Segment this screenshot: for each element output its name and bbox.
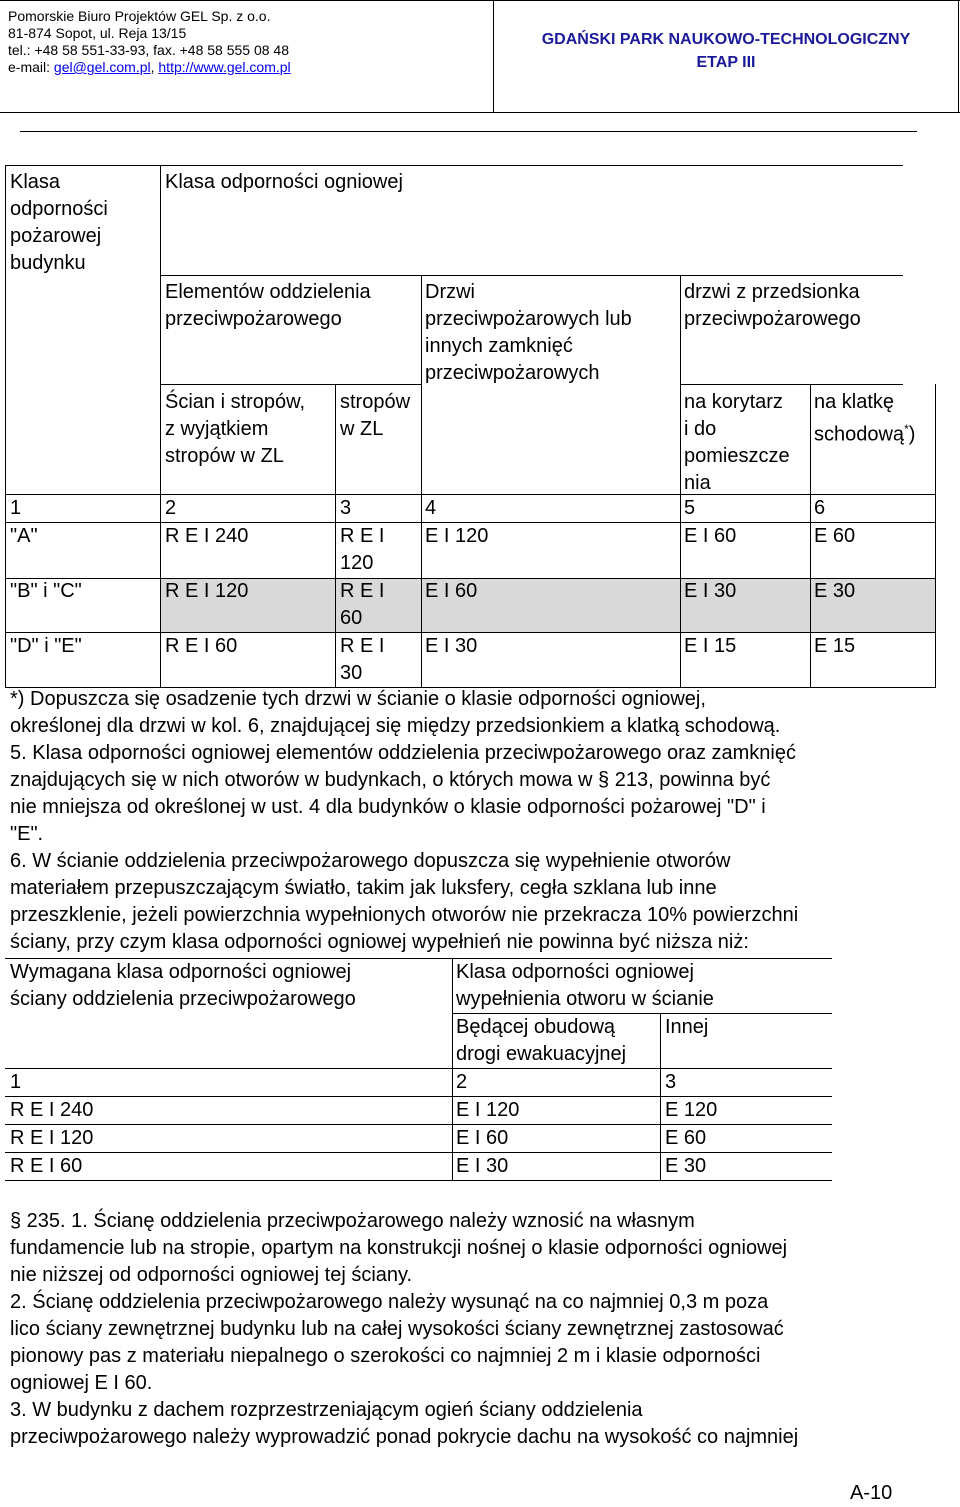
table-cell: E 60	[814, 525, 856, 547]
text-line: nie niższej od odporności ogniowej tej ściany.	[10, 1264, 413, 1286]
header-required-wall-class	[10, 959, 356, 1013]
table-cell: E I 60	[425, 580, 478, 602]
cell-line: R E I	[340, 580, 385, 602]
text-line: *) Dopuszcza się osadzenie tych drzwi w ścianie o klasie odporności ogniowej,	[10, 688, 706, 710]
table-cell: E I 60	[456, 1127, 509, 1149]
table-border-right	[935, 384, 936, 687]
header-line: drzwi z przedsionka	[684, 281, 860, 303]
table-border-top	[5, 165, 903, 166]
header-line: przeciwpożarowego	[165, 308, 342, 330]
header-to-corridor	[684, 389, 790, 497]
column-number: 1	[10, 1071, 22, 1093]
table-rule	[5, 494, 936, 495]
header-line: odporności	[10, 198, 108, 220]
header-line: ściany oddzielenia przeciwpożarowego	[10, 988, 356, 1010]
text-line: ściany, przy czym klasa odporności ogniowej wypełnień nie powinna być niższa niż:	[10, 931, 749, 953]
table-cell: E I 30	[684, 580, 737, 602]
project-title-block	[494, 28, 958, 74]
cell-line: 60	[340, 607, 363, 629]
table-cell	[340, 578, 384, 632]
header-line-text: schodową	[814, 423, 905, 446]
header-line: Wymagana klasa odporności ogniowej	[10, 961, 352, 983]
table-rule	[160, 384, 422, 385]
table-col-rule	[680, 275, 681, 687]
header-line: innych zamknięć	[425, 335, 573, 357]
text-line: przeszklenie, jeżeli powierzchnia wypełnionych otworów nie przekracza 10% powierzchni	[10, 904, 799, 926]
text-line: "E".	[10, 823, 44, 845]
header-ceilings-zl	[340, 389, 410, 443]
column-number: 6	[814, 497, 826, 519]
company-phone: tel.: +48 58 551-33-93, fax. +48 58 555 08 48	[8, 42, 289, 58]
table-cell: R E I 240	[10, 1099, 94, 1121]
table-cell: E I 120	[456, 1099, 520, 1121]
column-number: 2	[165, 497, 177, 519]
text-line: określonej dla drzwi w kol. 6, znajdującej się między przedsionkiem a klatką schodową.	[10, 715, 781, 737]
header-line: drogi ewakuacyjnej	[456, 1043, 627, 1065]
table-cell: E 30	[665, 1155, 707, 1177]
table-cell: "D" i "E"	[10, 635, 82, 657]
company-block	[8, 8, 488, 76]
header-line: i do	[684, 418, 717, 440]
text-line: 2. Ścianę oddzielenia przeciwpożarowego należy wysunąć na co najmniej 0,3 m poza	[10, 1291, 769, 1313]
column-number: 5	[684, 497, 696, 519]
header-walls-ceilings	[165, 389, 305, 470]
text-line: § 235. 1. Ścianę oddzielenia przeciwpożarowego należy wznosić na własnym	[10, 1210, 695, 1232]
table-border-left	[5, 165, 6, 687]
header-line: nia	[684, 472, 711, 494]
column-number: 2	[456, 1071, 468, 1093]
header-line: Klasa	[10, 171, 61, 193]
text-line: pionowy pas z materiału niepalnego o szerokości co najmniej 2 m i klasie odporności	[10, 1345, 761, 1367]
body-text-2	[10, 1208, 798, 1451]
header-fire-doors	[425, 279, 632, 387]
page-number: A-10	[850, 1482, 893, 1504]
header-line: w ZL	[340, 418, 384, 440]
header-line	[814, 416, 915, 449]
table-cell: E 15	[814, 635, 856, 657]
table-col-rule	[660, 1013, 661, 1180]
header-infill-class	[456, 959, 714, 1013]
project-title: GDAŃSKI PARK NAUKOWO-TECHNOLOGICZNY	[541, 31, 911, 48]
table-col-rule	[160, 165, 161, 687]
table-cell: E I 60	[684, 525, 737, 547]
cell-line: 30	[340, 662, 363, 684]
header-line: przeciwpożarowych	[425, 362, 600, 384]
table-cell: "B" i "C"	[10, 580, 82, 602]
table-cell: R E I 60	[10, 1155, 83, 1177]
table-rule	[680, 384, 903, 385]
header-line: stropów	[340, 391, 411, 413]
table-cell: E I 120	[425, 525, 489, 547]
table-cell	[340, 633, 384, 687]
header-bottom-rule	[0, 112, 960, 113]
table-cell: E 120	[665, 1099, 718, 1121]
website-link[interactable]: http://www.gel.com.pl	[158, 59, 291, 75]
table-cell: E I 30	[456, 1155, 509, 1177]
text-line: 6. W ścianie oddzielenia przeciwpożarowego dopuszcza się wypełnienie otworów	[10, 850, 731, 872]
table-cell: R E I 120	[10, 1127, 94, 1149]
header-building-class	[10, 169, 108, 277]
table-rule	[5, 1124, 832, 1125]
header-line: stropów w ZL	[165, 445, 284, 467]
header-line: Elementów oddzielenia	[165, 281, 371, 303]
table-cell: R E I 240	[165, 525, 249, 547]
body-text-1	[10, 686, 798, 956]
text-line: 3. W budynku z dachem rozprzestrzeniającym ogień ściany oddzielenia	[10, 1399, 643, 1421]
email-label: e-mail:	[8, 59, 54, 75]
footnote-mark: *	[904, 422, 909, 436]
cell-line: 120	[340, 552, 374, 574]
header-to-staircase	[814, 389, 915, 449]
header-right-border	[958, 0, 959, 112]
table-cell: E 60	[665, 1127, 707, 1149]
text-line: materiałem przepuszczającym światło, takim jak luksfery, cegła szklana lub inne	[10, 877, 717, 899]
cell-line: R E I	[340, 525, 385, 547]
header-line: z wyjątkiem	[165, 418, 269, 440]
header-line: budynku	[10, 252, 86, 274]
header-line: przeciwpożarowych lub	[425, 308, 632, 330]
company-contact	[8, 59, 488, 76]
text-line: ogniowej E I 60.	[10, 1372, 153, 1394]
table-rule	[5, 1068, 832, 1069]
table-col-rule	[421, 275, 422, 687]
email-link[interactable]: gel@gel.com.pl	[53, 59, 151, 75]
header-escape-route-enclosure	[456, 1014, 626, 1068]
text-line: 5. Klasa odporności ogniowej elementów oddzielenia przeciwpożarowego oraz zamknięć	[10, 742, 796, 764]
table-col-rule	[452, 958, 453, 1180]
column-number: 3	[665, 1071, 677, 1093]
header-line: Ścian i stropów,	[165, 391, 306, 413]
link-separator: ,	[150, 59, 159, 75]
column-number: 3	[340, 497, 352, 519]
table-cell: E I 15	[684, 635, 737, 657]
table-cell: R E I 60	[165, 635, 238, 657]
header-line: Drzwi	[425, 281, 475, 303]
header-line: Klasa odporności ogniowej	[456, 961, 694, 983]
text-line: lico ściany zewnętrznej budynku lub na całej wysokości ściany zewnętrznej zastosować	[10, 1318, 784, 1340]
cell-line: R E I	[340, 635, 385, 657]
company-address: 81-874 Sopot, ul. Reja 13/15	[8, 25, 187, 41]
header-line: przeciwpożarowego	[684, 308, 861, 330]
table-cell: E I 30	[425, 635, 478, 657]
table-cell: "A"	[10, 525, 38, 547]
table-cell: R E I 120	[165, 580, 249, 602]
header-fire-resistance: Klasa odporności ogniowej	[165, 171, 403, 193]
header-line: pomieszcze	[684, 445, 790, 467]
header-top-rule	[0, 0, 960, 1]
text-line: fundamencie lub na stropie, opartym na konstrukcji nośnej o klasie odporności ogniowej	[10, 1237, 788, 1259]
project-stage: ETAP III	[696, 54, 756, 71]
header-line: pożarowej	[10, 225, 102, 247]
text-line: znajdujących się w nich otworów w budynkach, o których mowa w § 213, powinna być	[10, 769, 771, 791]
footnote-paren: )	[908, 423, 916, 446]
column-number: 1	[10, 497, 22, 519]
header-line: na korytarz	[684, 391, 783, 413]
table-col-rule	[810, 384, 811, 687]
table-cell: E 30	[814, 580, 856, 602]
column-number: 4	[425, 497, 437, 519]
header-line: na klatkę	[814, 391, 895, 413]
header-line: wypełnienia otworu w ścianie	[456, 988, 714, 1010]
header-vestibule-doors	[684, 279, 861, 333]
header-line: Będącej obudową	[456, 1016, 616, 1038]
text-line: nie mniejsza od określonej w ust. 4 dla budynków o klasie odporności pożarowej "D" i	[10, 796, 766, 818]
table-cell	[340, 523, 384, 577]
separator-rule	[20, 131, 917, 132]
header-other: Innej	[665, 1016, 709, 1038]
table-rule	[5, 1152, 832, 1153]
company-name: Pomorskie Biuro Projektów GEL Sp. z o.o.	[8, 8, 271, 24]
table-border-bottom	[5, 1180, 832, 1181]
text-line: przeciwpożarowego należy wyprowadzić ponad pokrycie dachu na wysokość co najmniej	[10, 1426, 799, 1448]
table-col-rule	[335, 384, 336, 687]
table-rule	[160, 275, 903, 276]
header-separating-elements	[165, 279, 371, 333]
